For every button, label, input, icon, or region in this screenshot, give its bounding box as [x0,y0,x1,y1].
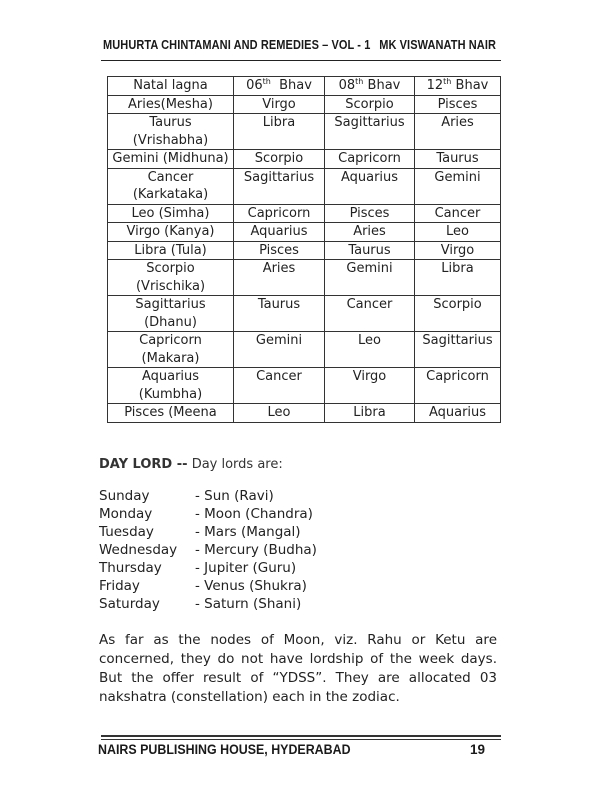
bhav-8-cell: Cancer [325,296,415,332]
bhav-12-cell: Capricorn [415,368,501,404]
bhav-6-cell: Capricorn [234,204,325,223]
author-name: MK VISWANATH NAIR [379,38,497,52]
bhav-12-cell: Aquarius [415,404,501,423]
day-lord-intro: Day lords are: [191,457,283,472]
bhav-12-cell: Virgo [415,241,501,260]
list-item [99,541,317,559]
list-item [99,487,317,505]
table-row [108,168,501,204]
running-header [103,38,497,52]
day-lord-heading: DAY LORD -- [99,457,188,472]
day-lord: - Saturn (Shani) [195,596,302,612]
day-lord-heading-line [99,457,283,472]
day-name: Wednesday [99,542,178,558]
header-rule [101,60,501,61]
lagna-cell: Scorpio (Vrischika) [108,260,234,296]
lagna-cell: Cancer (Karkataka) [108,168,234,204]
bhav-8-cell: Pisces [325,204,415,223]
bhav-6-cell: Leo [234,404,325,423]
table-row [108,296,501,332]
list-item [99,577,317,595]
bhav-12-cell: Scorpio [415,296,501,332]
day-lord: - Mars (Mangal) [195,524,301,540]
table-row [108,95,501,114]
bhav-12-cell: Sagittarius [415,332,501,368]
lagna-cell: Gemini (Midhuna) [108,150,234,169]
day-name: Thursday [99,560,162,576]
lagna-cell: Sagittarius (Dhanu) [108,296,234,332]
bhav-6-cell: Libra [234,114,325,150]
bhav-8-cell: Capricorn [325,150,415,169]
book-title: MUHURTA CHINTAMANI AND REMEDIES – VOL - 1 [103,38,371,52]
footer-rule-thin [101,739,501,740]
table-row [108,260,501,296]
bhav-6-cell: Gemini [234,332,325,368]
day-lord-list [99,487,317,613]
list-item [99,523,317,541]
lagna-cell: Aquarius (Kumbha) [108,368,234,404]
table-row [108,204,501,223]
bhav-6-cell: Sagittarius [234,168,325,204]
lagna-cell: Libra (Tula) [108,241,234,260]
header-cell-6th-bhav: 06th Bhav [234,77,325,96]
bhav-6-cell: Aries [234,260,325,296]
list-item [99,505,317,523]
table-row [108,241,501,260]
header-cell-natal-lagna: Natal lagna [108,77,234,96]
day-name: Friday [99,578,140,594]
bhav-8-cell: Aquarius [325,168,415,204]
bhav-8-cell: Taurus [325,241,415,260]
bhav-8-cell: Virgo [325,368,415,404]
lagna-cell: Virgo (Kanya) [108,223,234,242]
lagna-cell: Pisces (Meena [108,404,234,423]
table-row [108,404,501,423]
bhav-8-cell: Leo [325,332,415,368]
table-row [108,114,501,150]
bhav-6-cell: Aquarius [234,223,325,242]
publisher-name: NAIRS PUBLISHING HOUSE, HYDERABAD [98,742,351,757]
lagna-cell: Capricorn (Makara) [108,332,234,368]
body-paragraph: As far as the nodes of Moon, viz. Rahu or Ketu are concerned, they do not have lordship of the week days. But the offer result of “YDSS”. They are allocated 03 nakshatra (constellation) each in the zodiac. [99,632,497,705]
day-lord: - Sun (Ravi) [195,488,274,504]
footer-rule [101,735,501,737]
day-lord: - Venus (Shukra) [195,578,307,594]
page-number: 19 [470,742,486,757]
table-row [108,332,501,368]
day-name: Sunday [99,488,150,504]
lagna-cell: Aries(Mesha) [108,95,234,114]
header-cell-12th-bhav: 12th Bhav [415,77,501,96]
day-lord: - Mercury (Budha) [195,542,317,558]
bhav-12-cell: Aries [415,114,501,150]
bhav-8-cell: Sagittarius [325,114,415,150]
bhav-6-cell: Cancer [234,368,325,404]
table-row [108,223,501,242]
list-item [99,559,317,577]
day-name: Monday [99,506,153,522]
bhav-6-cell: Taurus [234,296,325,332]
bhav-6-cell: Virgo [234,95,325,114]
day-lord: - Jupiter (Guru) [195,560,297,576]
bhav-12-cell: Leo [415,223,501,242]
header-cell-8th-bhav: 08th Bhav [325,77,415,96]
bhav-6-cell: Scorpio [234,150,325,169]
day-lord: - Moon (Chandra) [195,506,313,522]
bhav-8-cell: Libra [325,404,415,423]
table-header-row [108,77,501,96]
bhav-12-cell: Taurus [415,150,501,169]
list-item [99,595,317,613]
bhav-8-cell: Scorpio [325,95,415,114]
bhav-12-cell: Gemini [415,168,501,204]
bhav-12-cell: Cancer [415,204,501,223]
lagna-cell: Taurus (Vrishabha) [108,114,234,150]
table-row [108,368,501,404]
bhav-12-cell: Libra [415,260,501,296]
table-row [108,150,501,169]
lagna-cell: Leo (Simha) [108,204,234,223]
day-name: Tuesday [99,524,154,540]
bhav-8-cell: Gemini [325,260,415,296]
bhav-12-cell: Pisces [415,95,501,114]
bhav-6-cell: Pisces [234,241,325,260]
bhav-lordship-table [107,76,501,423]
bhav-8-cell: Aries [325,223,415,242]
day-name: Saturday [99,596,160,612]
